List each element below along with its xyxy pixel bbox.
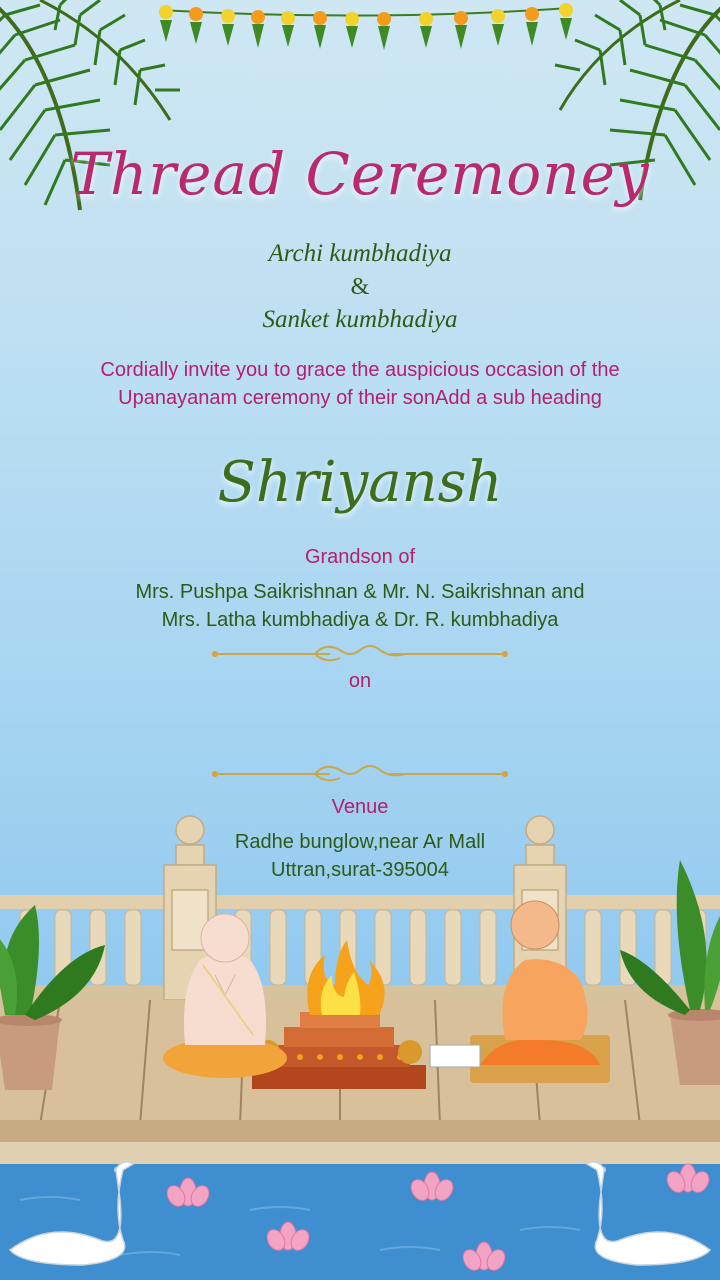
ornament-divider-icon: [210, 762, 510, 786]
pond-water: [0, 1164, 720, 1280]
ampersand: &: [350, 274, 370, 300]
parent-name-1: Archi kumbhadiya: [268, 240, 452, 267]
parent-name-2: Sanket kumbhadiya: [262, 306, 458, 333]
child-name: Shriyansh: [217, 450, 503, 515]
venue-label: Venue: [331, 796, 389, 818]
marigold-garland-icon: [159, 3, 573, 50]
ornament-divider-icon: [210, 642, 510, 666]
grandparents-line-2: Mrs. Latha kumbhadiya & Dr. R. kumbhadiya: [161, 609, 559, 631]
grandson-label: Grandson of: [304, 546, 416, 568]
venue-address: [160, 828, 560, 884]
invitation-title: Thread Ceremoney: [70, 140, 650, 208]
on-label: on: [348, 670, 372, 692]
venue-line-2: Uttran,surat-395004: [271, 859, 449, 881]
venue-line-1: Radhe bunglow,near Ar Mall: [234, 831, 486, 853]
invite-message: Cordially invite you to grace the auspicious occasion of the Upanayanam ceremony of their sonAdd a sub heading: [100, 359, 620, 409]
grandparents-line-1: Mrs. Pushpa Saikrishnan & Mr. N. Saikrishnan and: [135, 581, 585, 603]
grandparents-names: [90, 578, 630, 634]
